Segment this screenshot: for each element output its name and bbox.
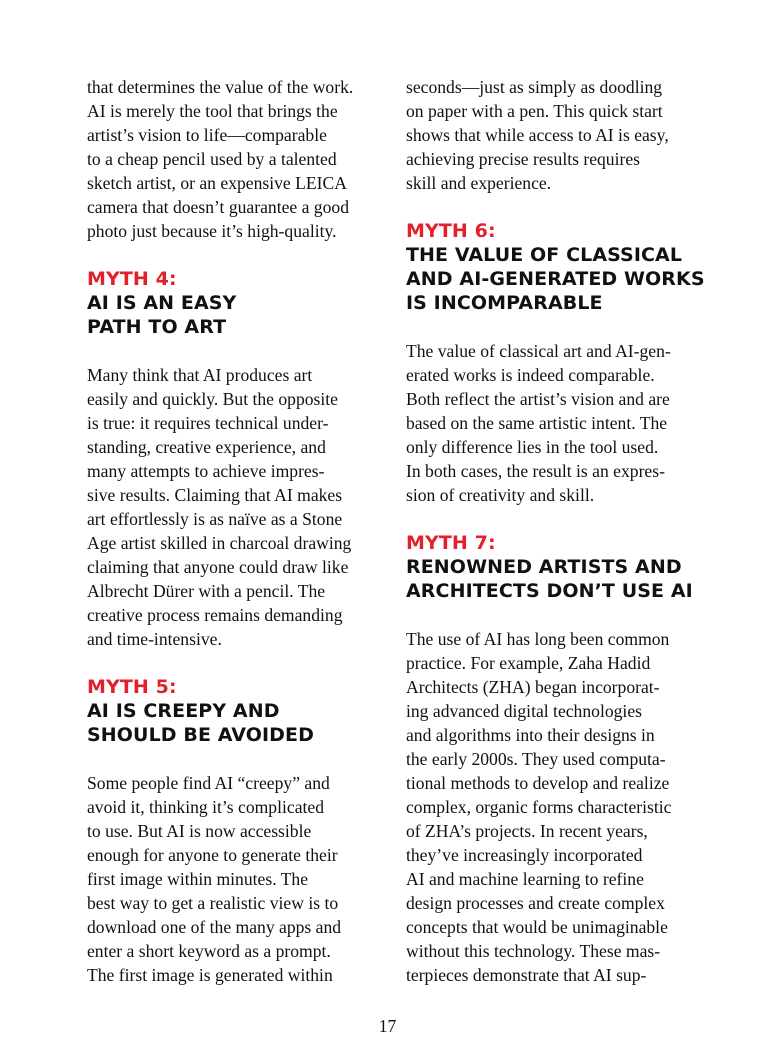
myth-7-body <box>406 627 698 987</box>
intro-paragraph <box>87 75 377 243</box>
text-line: standing, creative experience, and <box>87 437 326 457</box>
text-line: sion of creativity and skill. <box>406 485 595 505</box>
text-line: to a cheap pencil used by a talented <box>87 149 337 169</box>
myth-5-body <box>87 771 377 987</box>
text-line: avoid it, thinking it’s complicated <box>87 797 324 817</box>
continued-paragraph <box>406 75 698 195</box>
text-line: best way to get a realistic view is to <box>87 893 339 913</box>
text-line: AI and machine learning to refine <box>406 869 644 889</box>
text-line: practice. For example, Zaha Hadid <box>406 653 651 673</box>
text-line: enter a short keyword as a prompt. <box>87 941 331 961</box>
text-line: The use of AI has long been common <box>406 629 670 649</box>
text-line: In both cases, the result is an expres- <box>406 461 665 481</box>
text-line: is true: it requires technical under- <box>87 413 329 433</box>
text-line: on paper with a pen. This quick start <box>406 101 663 121</box>
text-line: Both reflect the artist’s vision and are <box>406 389 670 409</box>
text-line: AI is merely the tool that brings the <box>87 101 338 121</box>
text-line: complex, organic forms characteristic <box>406 797 672 817</box>
text-line: Age artist skilled in charcoal drawing <box>87 533 352 553</box>
text-line: seconds—just as simply as doodling <box>406 77 663 97</box>
myth-6-title-line: IS INCOMPARABLE <box>406 292 603 314</box>
text-line: download one of the many apps and <box>87 917 342 937</box>
myth-7-section <box>406 531 698 987</box>
text-line: tional methods to develop and realize <box>406 773 670 793</box>
text-line: first image within minutes. The <box>87 869 309 889</box>
text-line: they’ve increasingly incorporated <box>406 845 643 865</box>
text-line: achieving precise results requires <box>406 149 641 169</box>
myth-5-label: MYTH 5: <box>87 676 177 698</box>
myth-6-label: MYTH 6: <box>406 220 496 242</box>
text-line: without this technology. These mas- <box>406 941 661 961</box>
text-line: The value of classical art and AI-gen- <box>406 341 671 361</box>
text-line: Some people find AI “creepy” and <box>87 773 330 793</box>
text-line: enough for anyone to generate their <box>87 845 338 865</box>
text-line: concepts that would be unimaginable <box>406 917 668 937</box>
text-line: design processes and create complex <box>406 893 665 913</box>
myth-6-section <box>406 219 705 507</box>
text-line: easily and quickly. But the opposite <box>87 389 338 409</box>
myth-4-body <box>87 363 377 651</box>
text-line: photo just because it’s high-quality. <box>87 221 337 241</box>
page-number: 17 <box>378 1016 397 1036</box>
text-line: claiming that anyone could draw like <box>87 557 349 577</box>
left-column <box>87 75 377 987</box>
text-line: erated works is indeed comparable. <box>406 365 655 385</box>
myth-6-body <box>406 339 698 507</box>
text-line: Albrecht Dürer with a pencil. The <box>87 581 326 601</box>
myth-6-title-line: AND AI-GENERATED WORKS <box>406 268 705 290</box>
text-line: of ZHA’s projects. In recent years, <box>406 821 648 841</box>
text-line: to use. But AI is now accessible <box>87 821 312 841</box>
text-line: art effortlessly is as naïve as a Stone <box>87 509 343 529</box>
myth-5-title-line: AI IS CREEPY AND <box>87 700 280 722</box>
right-column <box>406 75 705 987</box>
text-line: creative process remains demanding <box>87 605 343 625</box>
text-line: based on the same artistic intent. The <box>406 413 668 433</box>
myth-4-title-line: AI IS AN EASY <box>87 292 237 314</box>
text-line: ing advanced digital technologies <box>406 701 642 721</box>
text-line: sketch artist, or an expensive LEICA <box>87 173 347 193</box>
text-line: and algorithms into their designs in <box>406 725 655 745</box>
text-line: skill and experience. <box>406 173 552 193</box>
text-line: only difference lies in the tool used. <box>406 437 659 457</box>
text-line: shows that while access to AI is easy, <box>406 125 669 145</box>
text-line: Architects (ZHA) began incorporat- <box>406 677 660 697</box>
myth-5-section <box>87 675 377 987</box>
text-line: Many think that AI produces art <box>87 365 313 385</box>
text-line: camera that doesn’t guarantee a good <box>87 197 349 217</box>
text-line: sive results. Claiming that AI makes <box>87 485 343 505</box>
text-line: The first image is generated within <box>87 965 333 985</box>
myth-4-section <box>87 267 377 651</box>
text-line: that determines the value of the work. <box>87 77 354 97</box>
text-line: artist’s vision to life—comparable <box>87 125 327 145</box>
myth-7-title-line: RENOWNED ARTISTS AND <box>406 556 682 578</box>
text-line: the early 2000s. They used computa- <box>406 749 666 769</box>
text-line: many attempts to achieve impres- <box>87 461 325 481</box>
text-line: terpieces demonstrate that AI sup- <box>406 965 647 985</box>
myth-6-title-line: THE VALUE OF CLASSICAL <box>406 244 683 266</box>
text-line: and time-intensive. <box>87 629 222 649</box>
myth-7-label: MYTH 7: <box>406 532 496 554</box>
myth-5-title-line: SHOULD BE AVOIDED <box>87 724 314 746</box>
myth-4-title-line: PATH TO ART <box>87 316 227 338</box>
myth-7-title-line: ARCHITECTS DON’T USE AI <box>406 580 693 602</box>
myth-4-label: MYTH 4: <box>87 268 177 290</box>
